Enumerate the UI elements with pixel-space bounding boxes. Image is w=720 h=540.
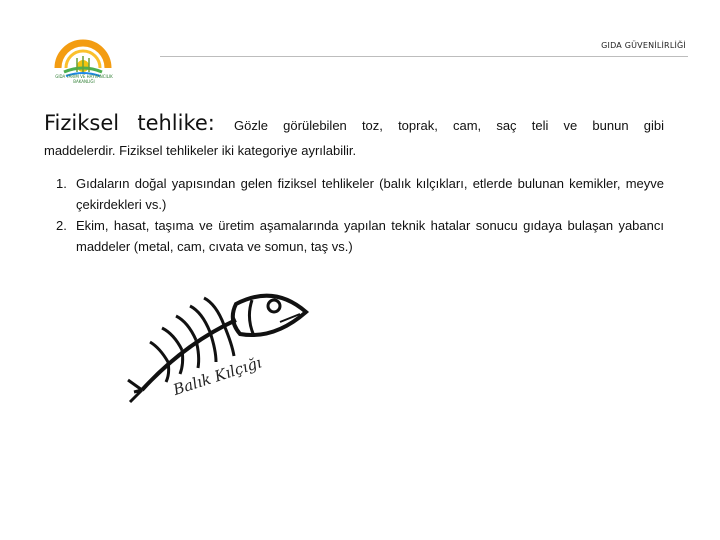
list-item xyxy=(56,173,664,215)
header-title: GIDA GÜVENİLİRLİĞİ xyxy=(601,41,686,50)
list-item-text: Ekim, hasat, taşıma ve üretim aşamalarında yapılan teknik hatalar sonucu gıdaya bulaşan yabancı maddeler (metal, cam, cıvata ve somun, taş vs.) xyxy=(76,218,664,254)
list-item-number: 1. xyxy=(56,176,67,191)
intro-lead: Fiziksel tehlike: xyxy=(44,111,215,135)
intro-paragraph xyxy=(44,109,664,165)
intro-line-1 xyxy=(44,109,664,137)
fish-caption: Balık Kılçığı xyxy=(170,353,264,399)
intro-line-1-text: Gözle görülebilen toz, toprak, cam, saç teli ve bunun gibi xyxy=(234,118,664,133)
hazard-list xyxy=(56,173,664,257)
list-item-number: 2. xyxy=(56,218,67,233)
logo-caption: GIDA TARIM VE HAYVANCILIK BAKANLIĞI xyxy=(55,74,113,84)
header-divider xyxy=(160,56,688,57)
fish-skeleton-icon xyxy=(124,282,324,412)
list-item xyxy=(56,215,664,257)
list-item-text: Gıdaların doğal yapısından gelen fiziksel tehlikeler (balık kılçıkları, etlerde bulunan kemikler, meyve çekirdekleri vs.) xyxy=(76,176,664,212)
intro-line-2: maddelerdir. Fiziksel tehlikeler iki kategoriye ayrılabilir. xyxy=(44,143,357,158)
ministry-logo xyxy=(50,28,116,94)
